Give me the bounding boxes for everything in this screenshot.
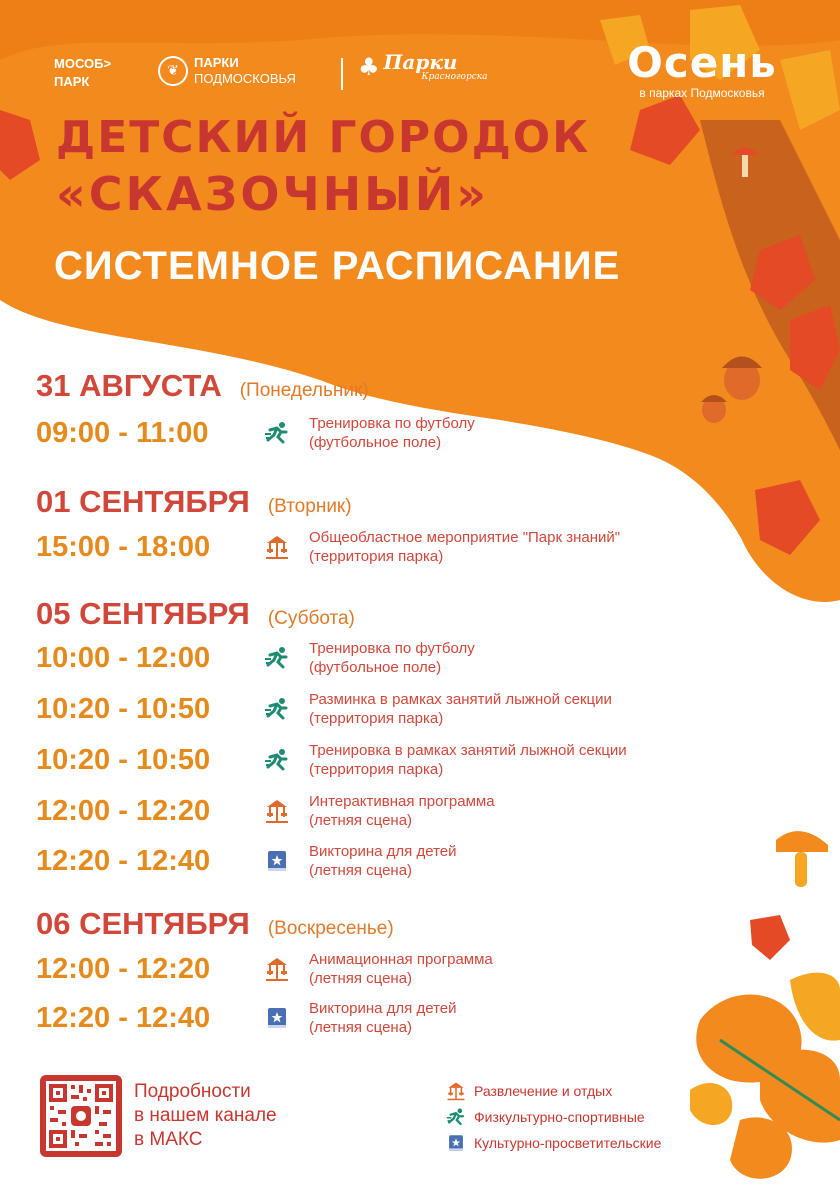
parki-line2: ПОДМОСКОВЬЯ: [194, 71, 296, 86]
legend: [446, 1078, 661, 1156]
osen-subtitle: в парках Подмосковья: [639, 86, 765, 100]
day-header: [36, 906, 394, 942]
title-line1: ДЕТСКИЙ ГОРОДОК: [56, 112, 591, 163]
mosobpark-logo: [54, 55, 111, 91]
legend-label: Развлечение и отдых: [474, 1083, 613, 1099]
event-title: Анимационная программа: [309, 951, 493, 968]
event-time: 12:00 - 12:20: [36, 953, 211, 985]
event-time: 10:20 - 10:50: [36, 744, 211, 776]
event-time: 10:20 - 10:50: [36, 693, 211, 725]
day-weekday: (Вторник): [267, 496, 352, 517]
page-title: СИСТЕМНОЕ РАСПИСАНИЕ: [54, 244, 621, 288]
krasn-word1: Парки: [383, 50, 458, 74]
mosob-line1: МОСОБ>: [54, 56, 112, 71]
event-title: Тренировка в рамках занятий лыжной секции: [309, 742, 627, 759]
book-icon: [264, 1005, 290, 1031]
book-icon: [264, 848, 290, 874]
event-title: Викторина для детей: [309, 1000, 457, 1017]
parki-line1: ПАРКИ: [194, 55, 239, 70]
day-date: 05 СЕНТЯБРЯ: [36, 596, 250, 631]
event-title: Интерактивная программа: [309, 793, 495, 810]
event-place: (летняя сцена): [309, 862, 413, 879]
event-title: Тренировка по футболу: [309, 640, 475, 657]
event-place: (летняя сцена): [309, 1019, 413, 1036]
runner-icon: [264, 645, 290, 671]
osen-title: Осень: [627, 38, 777, 87]
leaf-icon: ❦: [158, 56, 188, 86]
event-time: 12:20 - 12:40: [36, 1002, 211, 1034]
book-icon: [446, 1133, 466, 1153]
parki-krasnogorska-logo: [358, 52, 488, 82]
runner-icon: [446, 1107, 466, 1127]
event-title: Тренировка по футболу: [309, 415, 475, 432]
details-line3: в МАКС: [134, 1129, 203, 1150]
event-title: Викторина для детей: [309, 843, 457, 860]
carousel-icon: [264, 534, 290, 560]
logo-divider: [341, 58, 343, 90]
event-time: 12:20 - 12:40: [36, 845, 211, 877]
event-place: (летняя сцена): [309, 970, 413, 987]
event-time: 15:00 - 18:00: [36, 531, 211, 563]
runner-icon: [264, 420, 290, 446]
details-line2: в нашем канале: [134, 1105, 277, 1126]
qr-code[interactable]: [40, 1075, 122, 1157]
event-time: 12:00 - 12:20: [36, 795, 211, 827]
event-place: (футбольное поле): [309, 434, 442, 451]
parki-podmoskovya-logo: [158, 55, 296, 87]
legend-label: Культурно-просветительские: [474, 1135, 662, 1151]
legend-item: [446, 1104, 661, 1130]
legend-item: [446, 1130, 661, 1156]
event-title: Разминка в рамках занятий лыжной секции: [309, 691, 612, 708]
event-time: 09:00 - 11:00: [36, 417, 209, 449]
qr-code-pattern: [46, 1081, 116, 1151]
event-place: (летняя сцена): [309, 812, 413, 829]
osen-logo: [592, 38, 812, 100]
title-line2: «СКАЗОЧНЫЙ»: [56, 167, 490, 221]
details-line1: Подробности: [134, 1081, 251, 1102]
runner-icon: [264, 696, 290, 722]
day-header: [36, 596, 355, 632]
day-weekday: (Понедельник): [239, 380, 369, 401]
tree-icon: ♣: [358, 53, 380, 81]
carousel-icon: [264, 956, 290, 982]
legend-label: Физкультурно-спортивные: [474, 1109, 645, 1125]
day-header: [36, 484, 352, 520]
carousel-icon: [264, 798, 290, 824]
event-place: (территория парка): [309, 548, 444, 565]
day-weekday: (Воскресенье): [267, 918, 394, 939]
event-title: Общеобластное мероприятие "Парк знаний": [309, 529, 621, 546]
event-place: (территория парка): [309, 710, 444, 727]
krasn-word2: Красногорска: [421, 72, 488, 82]
event-time: 10:00 - 12:00: [36, 642, 211, 674]
day-header: [36, 368, 369, 404]
day-date: 31 АВГУСТА: [36, 368, 222, 403]
day-weekday: (Суббота): [267, 608, 355, 629]
day-date: 06 СЕНТЯБРЯ: [36, 906, 250, 941]
day-date: 01 СЕНТЯБРЯ: [36, 484, 250, 519]
mosob-line2: ПАРК: [54, 74, 90, 89]
event-place: (территория парка): [309, 761, 444, 778]
event-place: (футбольное поле): [309, 659, 442, 676]
runner-icon: [264, 747, 290, 773]
channel-details: [134, 1080, 277, 1152]
legend-item: [446, 1078, 661, 1104]
carousel-icon: [446, 1081, 466, 1101]
